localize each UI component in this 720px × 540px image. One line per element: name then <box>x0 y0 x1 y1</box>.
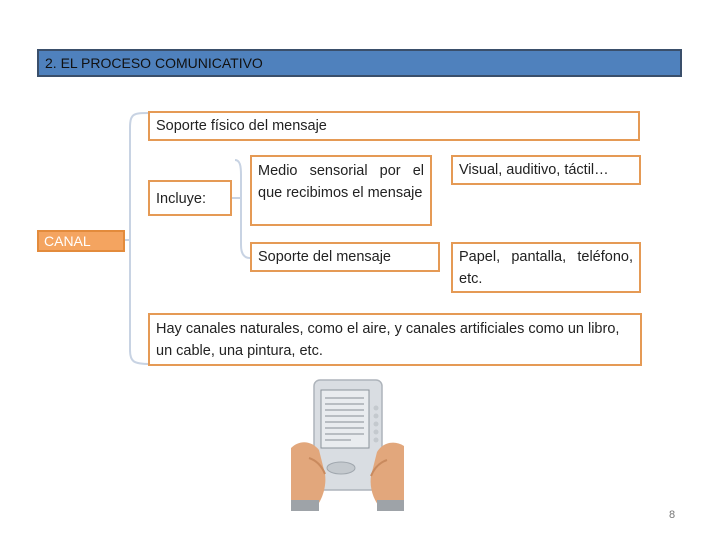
soportes-ejemplos-box <box>451 242 641 293</box>
medio-sensorial-box <box>250 155 432 226</box>
canal-node <box>37 230 125 252</box>
soporte-fisico-box <box>148 111 640 141</box>
slide-title: 2. EL PROCESO COMUNICATIVO <box>45 55 263 71</box>
incluye-box <box>148 180 232 216</box>
sentidos-box <box>451 155 641 185</box>
incluye-text: Incluye: <box>156 191 206 207</box>
soporte-fisico-text: Soporte físico del mensaje <box>156 118 327 134</box>
ebook-reader-image <box>291 378 404 511</box>
soporte-mensaje-box <box>250 242 440 272</box>
canales-text: Hay canales naturales, como el aire, y canales artificiales como un libro, un cable, una pintura, etc. <box>156 321 620 359</box>
soporte-mensaje-text: Soporte del mensaje <box>258 249 391 265</box>
slide-title-bar <box>37 49 682 77</box>
canal-label: CANAL <box>44 233 91 249</box>
canales-box <box>148 313 642 366</box>
sentidos-text: Visual, auditivo, táctil… <box>459 162 609 178</box>
soportes-ejemplos-text: Papel, pantalla, teléfono, etc. <box>459 249 633 287</box>
medio-sensorial-text: Medio sensorial por el que recibimos el mensaje <box>258 163 424 201</box>
page-number: 8 <box>669 509 676 521</box>
